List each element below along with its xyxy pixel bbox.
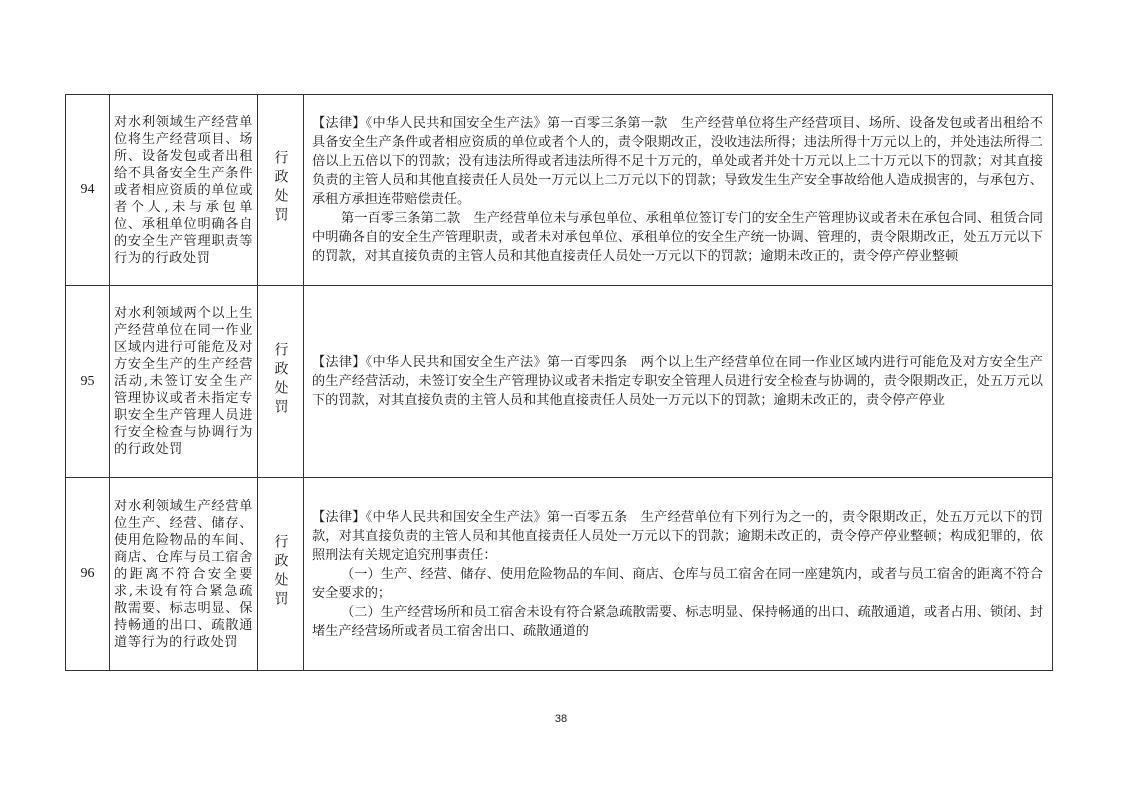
item-name: 对水利领域两个以上生产经营单位在同一作业区域内进行可能危及对方安全生产的生产经营活动,未签订安全生产管理协议或者未指定专职安全生产管理人员进行安全检查与协调行为的行政处罚 [110,286,258,478]
row-number: 94 [66,95,110,286]
penalty-type: 行政处罚 [272,341,289,418]
item-name: 对水利领域生产经营单位将生产经营项目、场所、设备发包或者出租给不具备安全生产条件或者相应资质的单位或者个人,未与承包单位、承租单位明确各自的安全生产管理职责等行为的行政处罚 [110,95,258,286]
row-number: 96 [66,478,110,671]
penalty-type-cell [258,286,304,478]
basis-paragraph: 【法律】《中华人民共和国安全生产法》第一百零三条第一款 生产经营单位将生产经营项目、场所、设备发包或者出租给不具备安全生产条件或者相应资质的单位或者个人的，责令限期改正，没收违法所得；违法所得十万元以上的，并处违法所得二倍以上五倍以下的罚款；没有违法所得或者违法所得不足十万元的，单处或者并处十万元以上二十万元以下的罚款；对其直接负责的主管人员和其他直接责任人员处一万元以上二万元以下的罚款；导致发生生产安全事故给他人造成损害的，与承包方、承租方承担连带赔偿责任。 [312,116,1043,207]
basis-paragraph: 第一百零三条第二款 生产经营单位未与承包单位、承租单位签订专门的安全生产管理协议或者未在承包合同、租赁合同中明确各自的安全生产管理职责，或者未对承包单位、承租单位的安全生产统一协调、管理的，责令限期改正，处五万元以下的罚款，对其直接负责的主管人员和其他直接责任人员处一万元以下的罚款；逾期未改正的，责令停产停业整顿 [312,211,1043,264]
table-row [66,95,1053,286]
basis-paragraph: （二）生产经营场所和员工宿舍未设有符合紧急疏散需要、标志明显、保持畅通的出口、疏散通道，或者占用、锁闭、封堵生产经营场所或者员工宿舍出口、疏散通道的 [312,604,1043,639]
penalty-type: 行政处罚 [272,534,289,610]
basis-paragraph: （一）生产、经营、储存、使用危险物品的车间、商店、仓库与员工宿舍在同一座建筑内，或者与员工宿舍的距离不符合安全要求的； [312,566,1043,601]
penalty-table [65,94,1053,671]
table-row [66,286,1053,478]
penalty-type: 行政处罚 [272,150,289,226]
page-number: 38 [554,713,568,725]
legal-basis [304,95,1053,286]
legal-basis [304,478,1053,671]
penalty-type-cell [258,95,304,286]
row-number: 95 [66,286,110,478]
item-name: 对水利领域生产经营单位生产、经营、储存、使用危险物品的车间、商店、仓库与员工宿舍的距离不符合安全要求,未设有符合紧急疏散需要、标志明显、保持畅通的出口、疏散通道等行为的行政处罚 [110,478,258,671]
penalty-type-cell [258,478,304,671]
table-row [66,478,1053,671]
basis-paragraph: 【法律】《中华人民共和国安全生产法》第一百零五条 生产经营单位有下列行为之一的，责令限期改正，处五万元以下的罚款，对其直接负责的主管人员和其他直接责任人员处一万元以下的罚款；逾期未改正的，责令停产停业整顿；构成犯罪的，依照刑法有关规定追究刑事责任： [312,509,1043,563]
basis-paragraph: 【法律】《中华人民共和国安全生产法》第一百零四条 两个以上生产经营单位在同一作业区域内进行可能危及对方安全生产的生产经营活动，未签订安全生产管理协议或者未指定专职安全管理人员进行安全检查与协调的，责令限期改正，处五万元以下的罚款，对其直接负责的主管人员和其他直接责任人员处一万元以下的罚款；逾期未改正的，责令停产停业 [312,355,1043,408]
legal-basis [304,286,1053,478]
